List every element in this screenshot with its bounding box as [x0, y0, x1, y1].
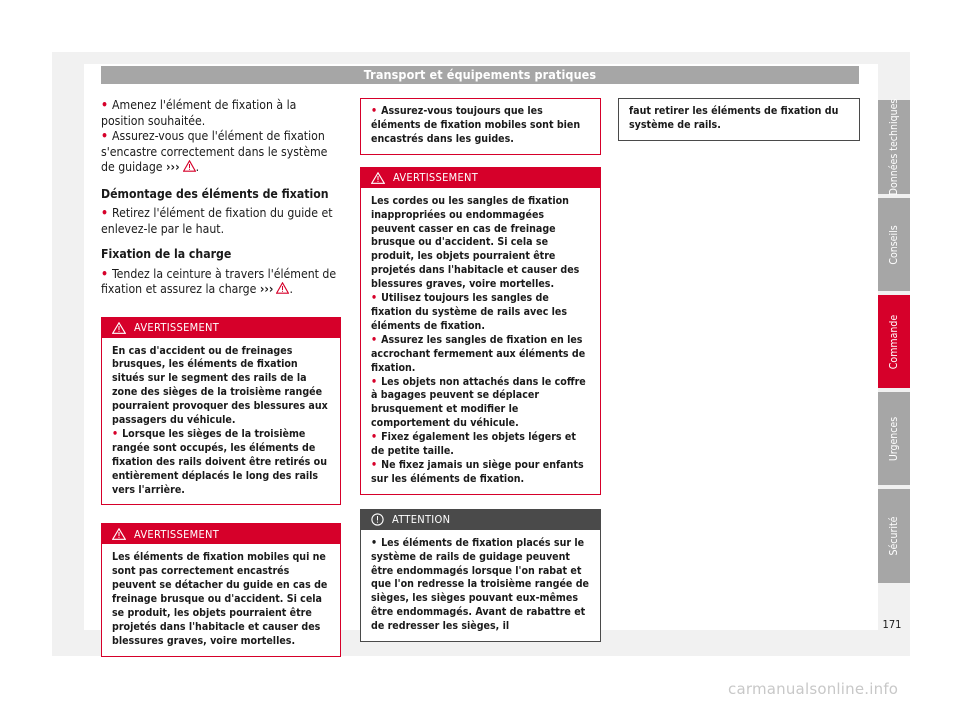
tab-securite[interactable]: Sécurité: [878, 489, 910, 583]
bullet-dot: •: [371, 536, 378, 549]
warning-box-continued: [360, 98, 601, 155]
tab-urgences[interactable]: Urgences: [878, 392, 910, 485]
tab-commande[interactable]: Commande: [878, 295, 910, 388]
bullet-dot: •: [101, 98, 109, 112]
warning-box: [101, 523, 341, 656]
warning-bullet: • Les objets non attachés dans le coffre à bagages peuvent se déplacer brusquement et modifier le comportement du véhicule.: [371, 375, 586, 430]
warning-bullet: • Assurez les sangles de fixation en les accrochant fermement aux éléments de fixation.: [371, 333, 586, 374]
bullet-dot: •: [371, 458, 378, 471]
bullet-dot: •: [371, 431, 378, 444]
page-header: Transport et équipements pratiques: [101, 66, 859, 84]
bullet-dot: •: [371, 105, 378, 117]
instruction-step: • Tendez la ceinture à travers l'élément de fixation et assurez la charge ››› .: [101, 267, 341, 299]
column-3: [618, 98, 860, 141]
section-heading: Démontage des éléments de fixation: [101, 186, 329, 201]
attention-text: faut retirer les éléments de fixation du système de rails.: [629, 105, 839, 131]
warning-text: En cas d'accident ou de freinages brusques, les éléments de fixation situés sur le segment des rails de la zone des sièges de la troisième rangée pourraient provoquer des blessures aux passagers du véhicule.: [112, 344, 328, 427]
warning-icon: [112, 528, 126, 540]
attention-box-continued: [618, 98, 860, 141]
bullet-dot: •: [101, 206, 109, 220]
reference-arrows[interactable]: ›››: [166, 160, 180, 174]
warning-bullet: • Fixez également les objets légers et de petite taille.: [371, 431, 576, 458]
warning-bullet: • Utilisez toujours les sangles de fixation du système de rails avec les éléments de fixation.: [371, 292, 568, 332]
watermark: carmanualsonline.info: [728, 680, 899, 698]
bullet-dot: •: [112, 427, 119, 440]
bullet-dot: •: [371, 375, 378, 388]
tab-donnees-techniques[interactable]: Données techniques: [878, 100, 910, 194]
warning-box-header: AVERTISSEMENT: [102, 318, 340, 338]
warning-bullet: • Lorsque les sièges de la troisième rangée sont occupés, les éléments de fixation des rails doivent être retirés ou entièrement déplacés le long des rails vers l'arrière.: [112, 427, 328, 496]
reference-arrows[interactable]: ›››: [259, 282, 274, 296]
tab-conseils[interactable]: Conseils: [878, 198, 910, 291]
bullet-dot: •: [371, 292, 378, 305]
warning-box: [101, 317, 341, 506]
instruction-step: • Assurez-vous que l'élément de fixation s'encastre correctement dans le système de guidage ››› .: [101, 129, 341, 177]
attention-box: [360, 509, 601, 642]
warning-text: Les cordes ou les sangles de fixation inappropriées ou endommagées peuvent casser en cas de freinage brusque ou d'accident. Si cela se produit, les objets pourraient être projetés dans l'habitacle et causer des blessures graves, voire mortelles.: [371, 194, 580, 291]
info-circle-icon: [371, 513, 384, 526]
warning-icon: [371, 172, 385, 184]
warning-box-header: AVERTISSEMENT: [361, 168, 600, 188]
section-heading: Fixation de la charge: [101, 247, 232, 261]
warning-bullet: • Assurez-vous toujours que les éléments de fixation mobiles sont bien encastrés dans les guides.: [371, 105, 581, 145]
warning-icon: [276, 282, 289, 299]
column-2: [360, 98, 601, 642]
warning-icon: [112, 322, 126, 334]
instruction-step: • Retirez l'élément de fixation du guide et enlevez-le par le haut.: [101, 206, 333, 236]
column-1: [101, 98, 341, 657]
instruction-step: • Amenez l'élément de fixation à la position souhaitée.: [101, 98, 297, 128]
page-number: 171: [882, 618, 902, 631]
warning-box-header: AVERTISSEMENT: [102, 524, 340, 544]
warning-bullet: • Ne fixez jamais un siège pour enfants sur les éléments de fixation.: [371, 458, 584, 485]
attention-bullet: • Les éléments de fixation placés sur le système de rails de guidage peuvent être endommagés lorsque l'on rabat et que l'on redresse la troisième rangée de sièges, les sièges pouvant eux-mêmes être endommagés. Avant de rabattre et de redresser les sièges, il: [371, 536, 589, 633]
attention-box-header: ATTENTION: [361, 510, 600, 530]
bullet-dot: •: [101, 266, 109, 281]
warning-box: [360, 167, 601, 495]
warning-text: Les éléments de fixation mobiles qui ne sont pas correctement encastrés peuvent se détacher du guide en cas de freinage brusque ou d'accident. Si cela se produit, les objets pourraient être projetés dans l'habitacle et causer des blessures graves, voire mortelles.: [112, 551, 328, 647]
warning-icon: [183, 160, 196, 177]
bullet-dot: •: [371, 333, 378, 346]
bullet-dot: •: [101, 129, 109, 143]
